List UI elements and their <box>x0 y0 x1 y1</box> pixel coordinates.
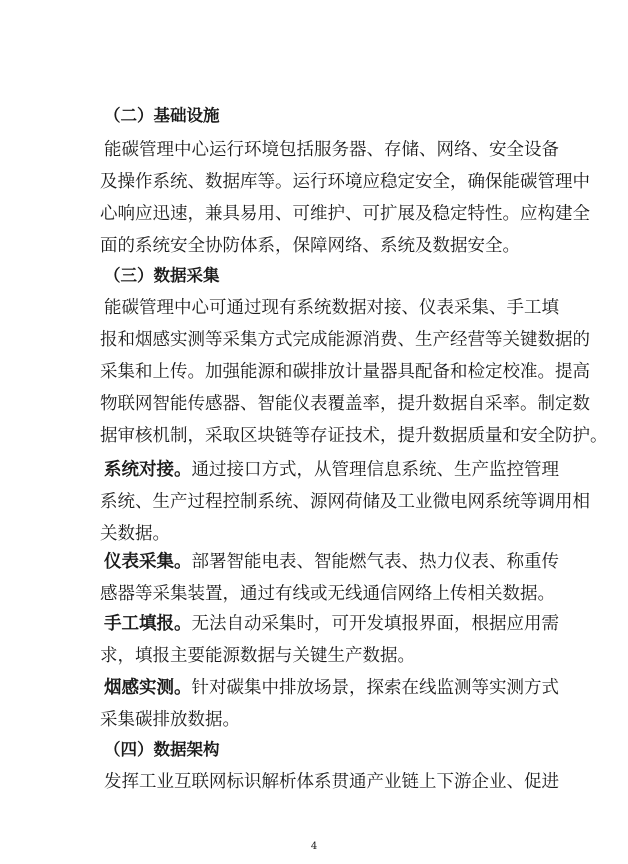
page-number: 4 <box>310 841 318 852</box>
paragraph-line: 感器等采集装置，通过有线或无线通信网络上传相关数据。 <box>100 584 555 604</box>
item-lead: 仪表采集。 <box>104 552 192 572</box>
paragraph-line: 能碳管理中心可通过现有系统数据对接、仪表采集、手工填 <box>104 298 559 318</box>
paragraph-line: 能碳管理中心运行环境包括服务器、存储、网络、安全设备 <box>104 140 559 160</box>
paragraph-line: 及操作系统、数据库等。运行环境应稳定安全，确保能碳管理中 <box>100 172 590 192</box>
item-text: 部署智能电表、智能燃气表、热力仪表、称重传 <box>191 552 559 572</box>
item-text: 无法自动采集时，可开发填报界面，根据应用需 <box>191 614 559 634</box>
section-heading-data-architecture: （四）数据架构 <box>104 740 220 759</box>
section-heading-data-collection: （三）数据采集 <box>104 266 220 285</box>
paragraph-line: 发挥工业互联网标识解析体系贯通产业链上下游企业、促进 <box>104 772 559 792</box>
item-smoke-measurement <box>104 678 559 700</box>
item-text: 通过接口方式，从管理信息系统、生产监控管理 <box>191 460 559 480</box>
paragraph-line: 系统、生产过程控制系统、源网荷储及工业微电网系统等调用相 <box>100 492 590 512</box>
item-lead: 烟感实测。 <box>104 678 192 698</box>
item-meter-collection <box>104 552 559 574</box>
paragraph-line: 物联网智能传感器、智能仪表覆盖率，提升数据自采率。制定数 <box>100 394 590 414</box>
paragraph-line: 关数据。 <box>100 524 170 544</box>
paragraph-line: 面的系统安全协防体系，保障网络、系统及数据安全。 <box>100 236 520 256</box>
paragraph-line: 采集和上传。加强能源和碳排放计量器具配备和检定校准。提高 <box>100 362 590 382</box>
paragraph-line: 据审核机制，采取区块链等存证技术，提升数据质量和安全防护。 <box>100 426 608 446</box>
item-text: 针对碳集中排放场景，探索在线监测等实测方式 <box>191 678 559 698</box>
paragraph-line: 求，填报主要能源数据与关键生产数据。 <box>100 646 415 666</box>
paragraph-line: 心响应迅速，兼具易用、可维护、可扩展及稳定特性。应构建全 <box>100 204 590 224</box>
item-lead: 手工填报。 <box>104 614 192 634</box>
item-lead: 系统对接。 <box>104 460 192 480</box>
paragraph-line: 报和烟感实测等采集方式完成能源消费、生产经营等关键数据的 <box>100 330 590 350</box>
item-manual-entry <box>104 614 559 636</box>
paragraph-line: 采集碳排放数据。 <box>100 710 240 730</box>
section-heading-infrastructure: （二）基础设施 <box>104 106 220 125</box>
item-system-integration <box>104 460 559 482</box>
